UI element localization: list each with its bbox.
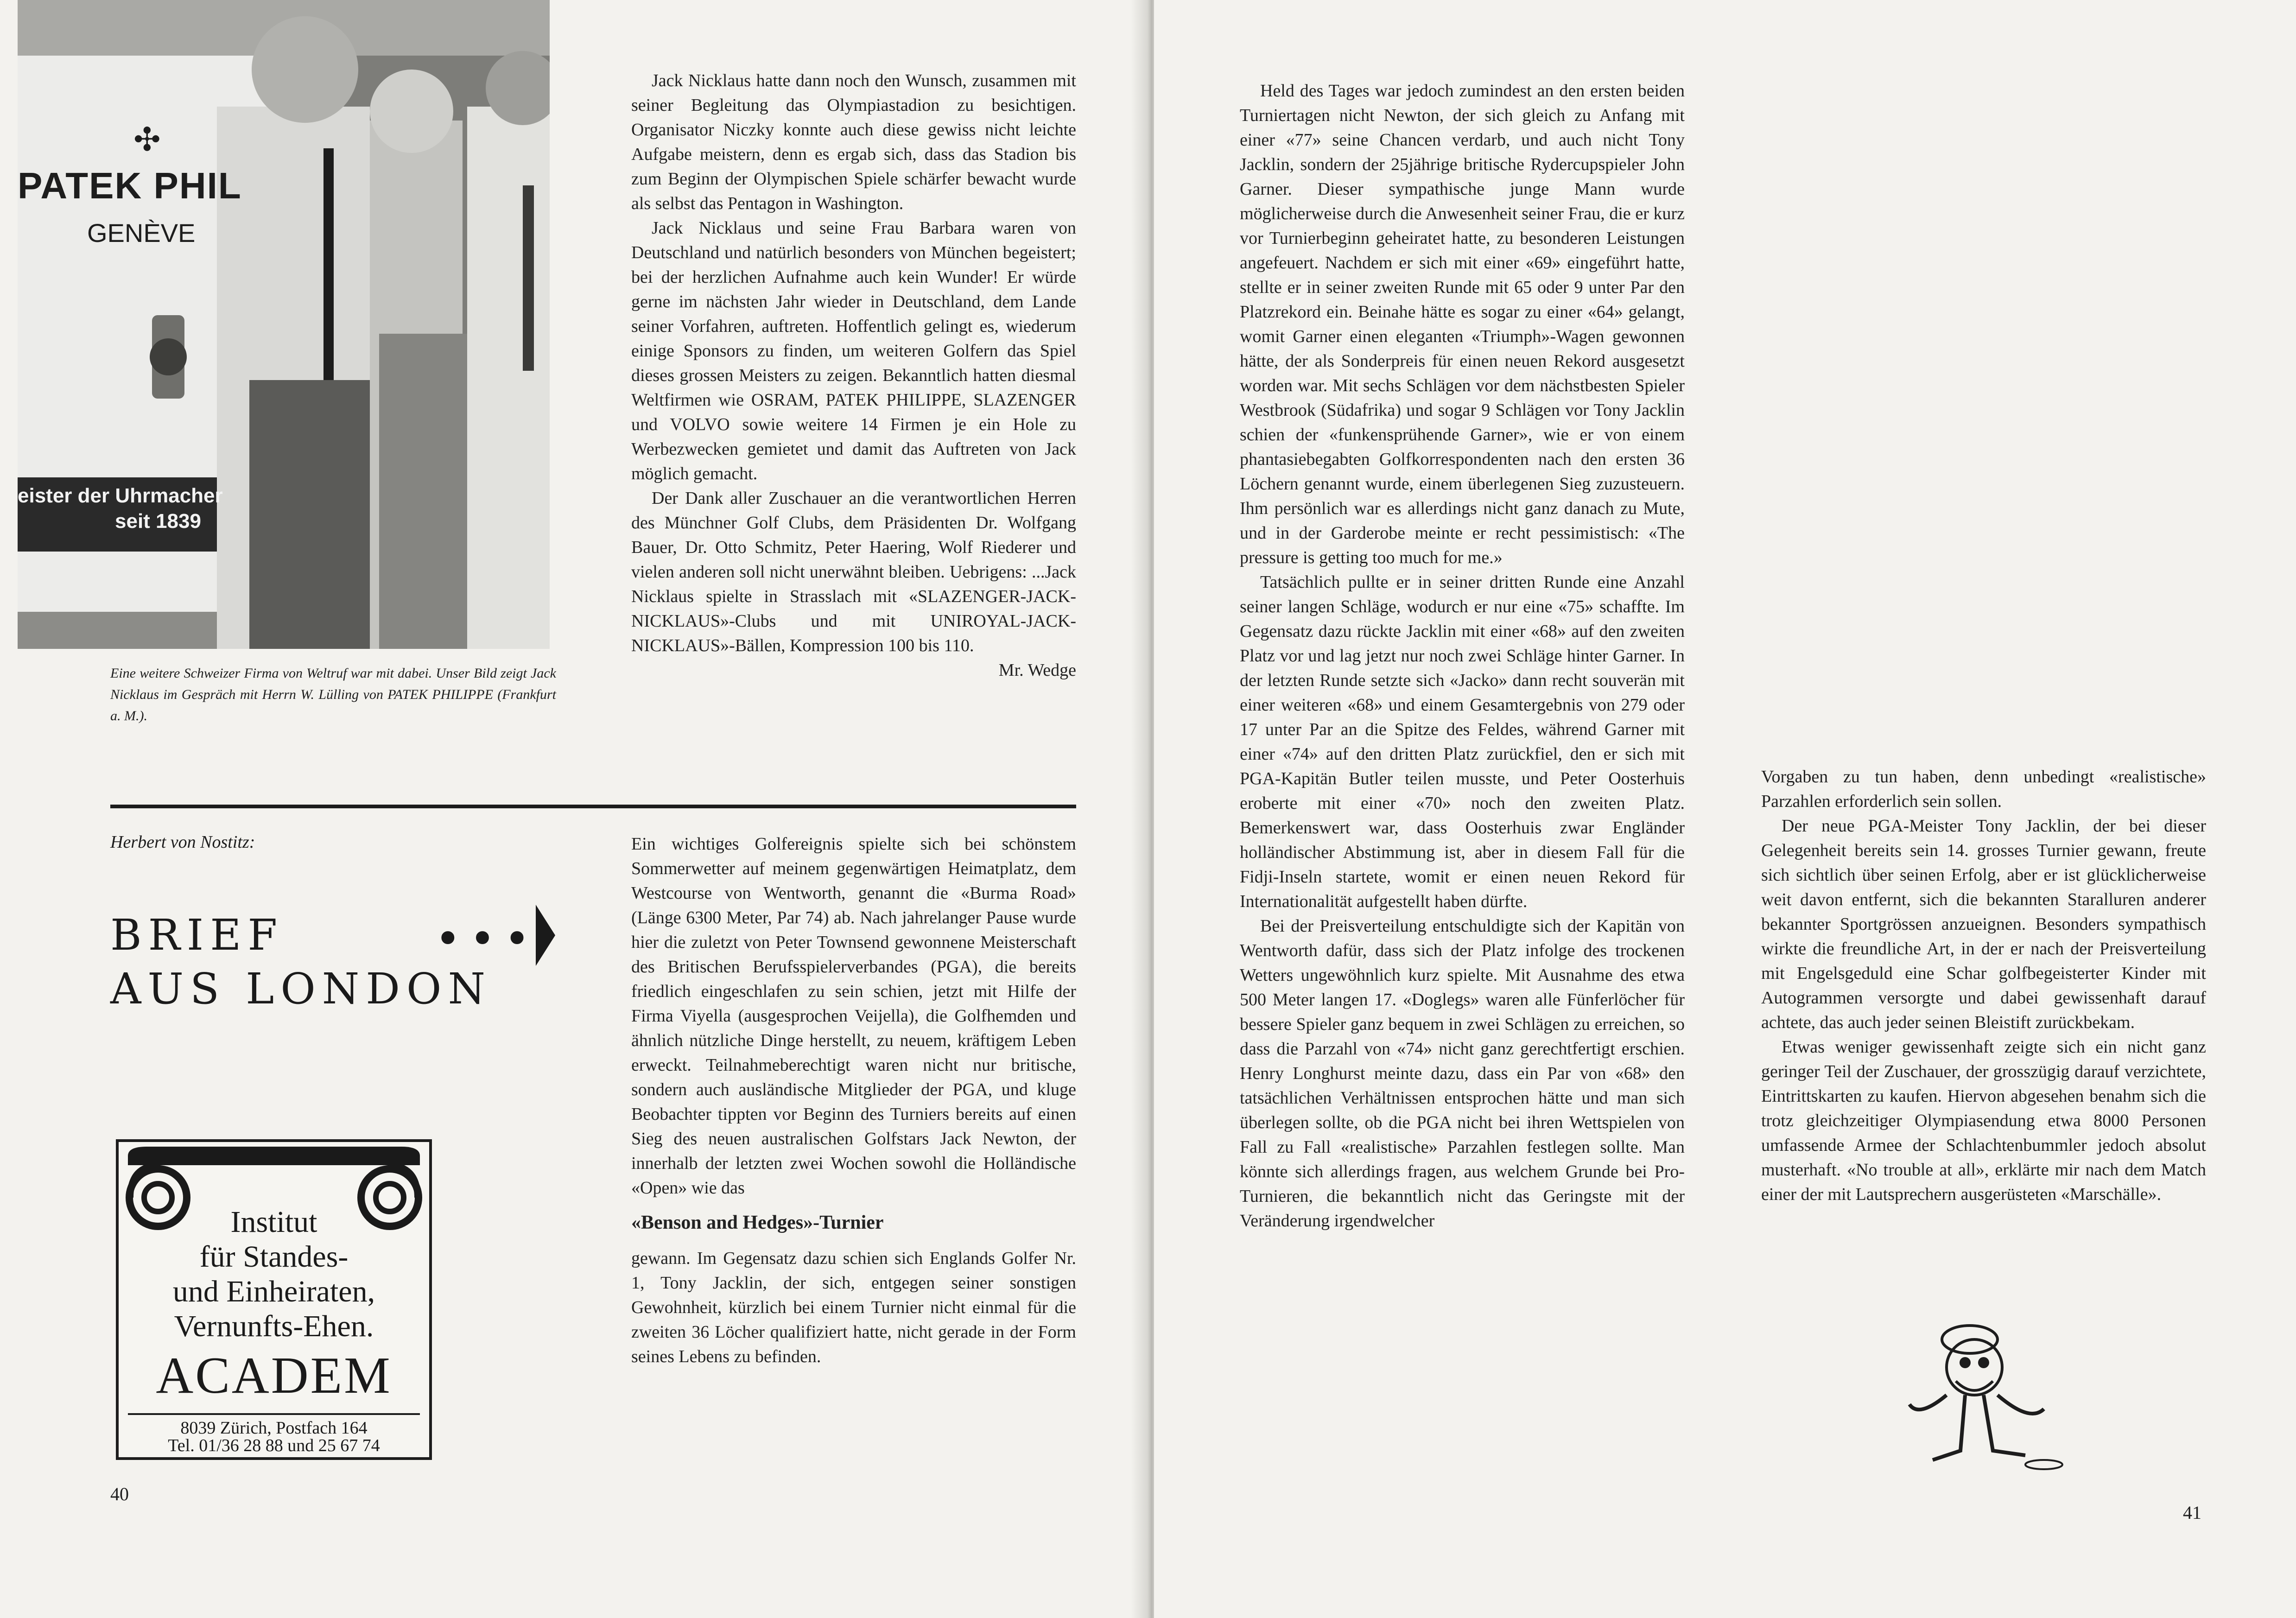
photo-illustration (18, 0, 550, 649)
headline-line2: AUS LONDON (110, 964, 492, 1014)
academ-line1: Institut (230, 1205, 317, 1239)
academ-phone: Tel. 01/36 28 88 und 25 67 74 (168, 1436, 380, 1455)
section-divider (110, 805, 1076, 808)
headline-line1: BRIEF (110, 910, 284, 960)
headline-arrow-icon (536, 905, 555, 966)
article-brief-aus-london (631, 832, 1076, 1369)
academ-line3: und Einheiraten, (172, 1275, 375, 1308)
article-paragraph: Der Dank aller Zuschauer an die verantwortlichen Herren des Münchner Golf Clubs, dem Präsidenten Dr. Wolfgang Bauer, Dr. Otto Schmitz, Peter Haering, Wolf Riederer und vielen anderen soll nicht unerwähnt bleiben. Uebrigens: ...Jack Nicklaus spielte in Strasslach mit «SLAZENGER-JACK-NICKLAUS»-Clubs und mit UNIROYAL-JACK-NICKLAUS»-Bällen, Kompression 100 bis 110. (631, 489, 1076, 655)
article-subheading: «Benson and Hedges»-Turnier (631, 1212, 884, 1233)
byline: Herbert von Nostitz: (110, 832, 255, 852)
photo-sign-line2: seit 1839 (115, 510, 201, 533)
left-page (0, 0, 1145, 1618)
photo-sign-line1: eister der Uhrmacher (18, 484, 223, 507)
golfer-cartoon-icon (1891, 1312, 2086, 1488)
article-paragraph: Vorgaben zu tun haben, denn unbedingt «realistische» Parzahlen erforderlich sein sollen. (1761, 767, 2206, 811)
page-number-left: 40 (110, 1484, 129, 1504)
article-paragraph: Ein wichtiges Golfereignis spielte sich bei schönstem Sommerwetter auf meinem gegenwärtigen Heimatplatz, dem Westcourse von Wentworth, genannt die «Burma Road» (Länge 6300 Meter, Par 74) ab. Nach jahrelanger Pause wurde hier die zuletzt von Peter Townsend gewonnene Meisterschaft des Britischen Berufsspielerverbandes (PGA), die bereits friedlich eingeschlafen zu sein schien, jetzt mit Hilfe der Firma Viyella (ausgesprochen Veijella), die Golfhemden und ähnlich nützliche Dinge herstellt, zu neuem, kräftigem Leben erweckt. Teilnahmeberechtigt waren nicht nur britische, sondern auch ausländische Mitglieder der PGA, und kluge Beobachter tippten vor Beginn des Turniers bereits auf einen Sieg des neuen australischen Golfstars Jack Newton, der innerhalb der letzten zwei Wochen sowohl die Holländische «Open» wie das (631, 834, 1076, 1198)
patek-cross-logo-icon: ✣ (133, 121, 161, 159)
article-paragraph: Jack Nicklaus hatte dann noch den Wunsch, zusammen mit seiner Begleitung das Olympiastadion zu besichtigen. Organisator Niczky konnte auch diese gewiss nicht leichte Aufgabe meistern, denn es ergab sich, dass das Stadion bis zum Beginn der Olympischen Spiele schärfer bewacht wurde als selbst das Pentagon in Washington. (631, 71, 1076, 213)
academ-ad (116, 1139, 432, 1460)
article-paragraph: Bei der Preisverteilung entschuldigte sich der Kapitän von Wentworth dafür, dass sich der Platz infolge des trockenen Wetters ungewöhnlich kurz spielte. Mit Ausnahme des etwa 500 Meter langen 17. «Doglegs» waren alle Fünferlöcher für bessere Spieler ganz bequem in zwei Schlägen zu erreichen, so dass die Parzahl von «74» nicht ganz gerechtfertigt erschien. Henry Longhurst meinte dazu, dass ein Par von «68» den tatsächlichen Verhältnissen entsprochen hätte und man sich überlegen sollte, ob die PGA nicht bei ihren Wettspielen von Fall zu Fall «realistische» Parzahlen festlegen sollte. Man könnte sich allerdings fragen, aus welchem Grunde bei Pro-Turnieren, die bekanntlich nicht das Geringste mit der Veränderung irgendwelcher (1240, 916, 1685, 1231)
article-paragraph: Held des Tages war jedoch zumindest an den ersten beiden Turniertagen nicht Newton, der sich gleich zu Anfang mit einer «77» seine Chancen verdarb, und auch nicht Tony Jacklin, sondern der 25jährige britische Rydercupspieler John Garner. Dieser sympathische junge Mann wurde möglicherweise durch die Anwesenheit seiner Frau, die er kurz vor Turnierbeginn geheiratet hatte, zu besonderen Leistungen angefeuert. Nachdem er sich mit einer «69» eingeführt hatte, stellte er in seiner zweiten Runde mit 65 oder 9 unter Par den Platzrekord ein. Beinahe hätte es sogar zu einer «64» gelangt, womit Garner einen eleganten «Triumph»-Wagen gewonnen hätte, der als Sonderpreis für einen neuen Rekord ausgesetzt worden war. Mit sechs Schlägen vor dem nächstbesten Spieler Westbrook (Südafrika) und sogar 9 Schlägen vor Tony Jacklin schien der «funkensprühende Garner», wie er von einem phantasiebegabten Golfkorrespondenten nach den ersten 36 Löchern genannt wurde, einem überlegenen Sieg zuzusteuern. Ihm persönlich war es allerdings nicht ganz danach zu Mute, und in der Garderobe meinte er recht pessimistisch: «The pressure is getting too much for me.» (1240, 81, 1685, 567)
article-paragraph: Etwas weniger gewissenhaft zeigte sich ein nicht ganz geringer Teil der Zuschauer, der grosszügig darauf verzichtete, Eintrittskarten zu kaufen. Hiervon abgesehen benahm sich die trotz gleichzeitiger Olympiasendung etwa 8000 Personen umfassende Armee der Schlachtenbummler jedoch absolut musterhaft. «No trouble at all», erklärte mir nach dem Match einer der mit Lautsprechern ausgerüsteten «Marschälle». (1761, 1037, 2206, 1204)
article-paragraph: Jack Nicklaus und seine Frau Barbara waren von Deutschland und natürlich besonders von München begeistert; bei der herzlichen Aufnahme auch kein Wunder! Er würde gerne im nächsten Jahr wieder in Deutschland, dem Lande seiner Vorfahren, auftreten. Hoffentlich gelingt es, wiederum einige Sponsors zu finden, um weiteren Golfern das Spiel dieses grossen Meisters zu zeigen. Bekanntlich hatten diesmal Weltfirmen wie OSRAM, PATEK PHILIPPE, SLAZENGER und VOLVO sowie weitere 14 Firmen je ein Hole zu Werbezwecken gemietet und damit das Auftreten von Jack möglich gemacht. (631, 218, 1076, 483)
photo-sign-city: GENÈVE (87, 218, 196, 247)
article-paragraph: gewann. Im Gegensatz dazu schien sich Englands Golfer Nr. 1, Tony Jacklin, der sich, entgegen seiner sonstigen Gewohnheit, kürzlich bei einem Turnier nicht einmal für die zweiten 36 Löcher qualifiziert hatte, nicht gerade in der Form seines Lebens zu befinden. (631, 1249, 1076, 1366)
article-paragraph: Tatsächlich pullte er in seiner dritten Runde eine Anzahl seiner langen Schläge, wodurch er nur eine «75» schaffte. Im Gegensatz dazu rückte Jacklin mit einer «68» auf den zweiten Platz vor und lag jetzt nur noch zwei Schläge hinter Garner. In der letzten Runde setzte sich «Jacko» dann recht souverän mit einer weiteren «68» und einem Gesamtergebnis von 279 oder 17 unter Par an die Spitze des Feldes, während Garner mit einer «74» auf den dritten Platz zurückfiel, den er sich mit PGA-Kapitän Butler teilen musste, und Peter Oosterhuis eroberte mit einer «70» noch den zweiten Platz. Bemerkenswert war, dass Oosterhuis zwar Engländer holländischer Abstimmung ist, aber in diesem Fall für die Fidji-Inseln startete, womit er einen neuen Rekord für Internationalität aufgestellt haben dürfte. (1240, 572, 1685, 911)
photo-jack-nicklaus (18, 0, 550, 649)
academ-brand: ACADEM (156, 1347, 392, 1404)
headline-dots: ••• (435, 913, 539, 965)
right-page (1154, 0, 2296, 1618)
article-signature: Mr. Wedge (998, 660, 1076, 680)
article-nicklaus (631, 69, 1076, 683)
academ-line2: für Standes- (199, 1240, 349, 1274)
right-column-2 (1761, 765, 2206, 1207)
academ-address: 8039 Zürich, Postfach 164 (180, 1418, 368, 1438)
article-paragraph: Der neue PGA-Meister Tony Jacklin, der bei dieser Gelegenheit bereits sein 14. grosses Turnier gewann, freute sich sichtlich über seinen Erfolg, aber er ist glücklicherweise weit davon entfernt, sich die bekannten Staralluren anderer bekannter Sportgrössen anzueignen. Besonders sympathisch wirkte die freundliche Art, in der er nach der Preisverteilung mit Engelsgeduld eine Schar golfbegeisterter Kinder mit Autogrammen versorgte und dabei gewissenhaft darauf achtete, das auch jeder seinen Bleistift zurückbekam. (1761, 816, 2206, 1032)
academ-line4: Vernunfts-Ehen. (174, 1309, 374, 1343)
right-column-1 (1240, 79, 1685, 1233)
academ-divider (128, 1413, 420, 1415)
photo-caption: Eine weitere Schweizer Firma von Weltruf war mit dabei. Unser Bild zeigt Jack Nicklaus im Gespräch mit Herrn W. Lülling von PATEK PHILIPPE (Frankfurt a. M.). (110, 666, 556, 723)
page-number-right: 41 (2183, 1502, 2201, 1523)
photo-sign-brand: PATEK PHIL (18, 165, 242, 206)
